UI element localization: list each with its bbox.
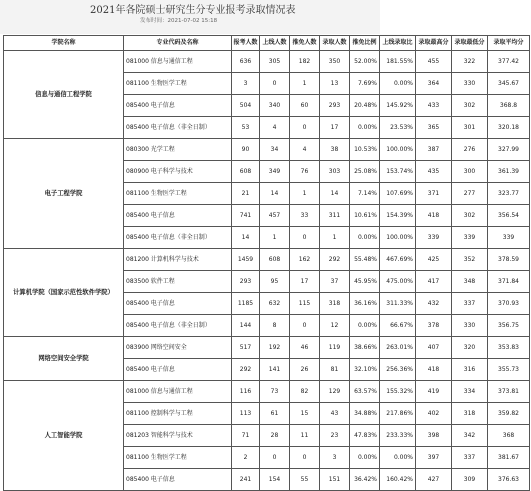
- admissions-table: [3, 35, 530, 491]
- min-score-cell: 302: [452, 95, 488, 117]
- applicants-cell: 293: [232, 271, 260, 293]
- title-bar: [0, 0, 380, 34]
- pass-admit-ratio-cell: 100.00%: [380, 139, 416, 161]
- major-cell: 085400 电子信息: [124, 359, 232, 381]
- major-cell: 081000 信息与通信工程: [124, 381, 232, 403]
- min-score-cell: 334: [452, 381, 488, 403]
- max-score-cell: 365: [416, 117, 452, 139]
- recommend-ratio-cell: 0.00%: [350, 227, 380, 249]
- applicants-cell: 90: [232, 139, 260, 161]
- admitted-cell: 129: [320, 381, 350, 403]
- avg-score-cell: 373.81: [488, 381, 530, 403]
- avg-score-cell: 345.67: [488, 73, 530, 95]
- min-score-cell: 352: [452, 249, 488, 271]
- avg-score-cell: 377.42: [488, 51, 530, 73]
- header-row: [4, 36, 530, 51]
- avg-score-cell: 376.63: [488, 469, 530, 491]
- min-score-cell: 348: [452, 271, 488, 293]
- recommended-cell: 26: [290, 359, 320, 381]
- school-name-cell: 电子工程学院: [4, 139, 124, 249]
- passed-cell: 154: [260, 469, 290, 491]
- min-score-cell: 277: [452, 183, 488, 205]
- applicants-cell: 14: [232, 227, 260, 249]
- pass-admit-ratio-cell: 107.69%: [380, 183, 416, 205]
- header-recommended: 推免人数: [290, 36, 320, 51]
- max-score-cell: 387: [416, 139, 452, 161]
- passed-cell: 305: [260, 51, 290, 73]
- major-cell: 085400 电子信息（非全日制）: [124, 227, 232, 249]
- major-cell: 081100 生物医学工程: [124, 73, 232, 95]
- min-score-cell: 302: [452, 205, 488, 227]
- admitted-cell: 292: [320, 249, 350, 271]
- applicants-cell: 116: [232, 381, 260, 403]
- recommend-ratio-cell: 63.57%: [350, 381, 380, 403]
- recommended-cell: 0: [290, 315, 320, 337]
- major-cell: 081000 信息与通信工程: [124, 51, 232, 73]
- recommended-cell: 0: [290, 227, 320, 249]
- admitted-cell: 318: [320, 293, 350, 315]
- recommend-ratio-cell: 7.69%: [350, 73, 380, 95]
- max-score-cell: 419: [416, 381, 452, 403]
- passed-cell: 141: [260, 359, 290, 381]
- recommended-cell: 115: [290, 293, 320, 315]
- admitted-cell: 81: [320, 359, 350, 381]
- max-score-cell: 417: [416, 271, 452, 293]
- passed-cell: 0: [260, 73, 290, 95]
- max-score-cell: 402: [416, 403, 452, 425]
- pass-admit-ratio-cell: 233.33%: [380, 425, 416, 447]
- major-cell: 081100 生物医学工程: [124, 447, 232, 469]
- admitted-cell: 37: [320, 271, 350, 293]
- max-score-cell: 418: [416, 359, 452, 381]
- major-cell: 085400 电子信息: [124, 205, 232, 227]
- recommend-ratio-cell: 38.66%: [350, 337, 380, 359]
- passed-cell: 0: [260, 447, 290, 469]
- recommended-cell: 33: [290, 205, 320, 227]
- max-score-cell: 418: [416, 205, 452, 227]
- min-score-cell: 330: [452, 73, 488, 95]
- max-score-cell: 364: [416, 73, 452, 95]
- max-score-cell: 339: [416, 227, 452, 249]
- recommended-cell: 162: [290, 249, 320, 271]
- page-title: 2021年各院硕士研究生分专业报考录取情况表: [90, 5, 296, 16]
- recommend-ratio-cell: 47.83%: [350, 425, 380, 447]
- header-avg-score: 录取平均分: [488, 36, 530, 51]
- recommended-cell: 76: [290, 161, 320, 183]
- major-cell: 085400 电子信息（非全日制）: [124, 315, 232, 337]
- max-score-cell: 407: [416, 337, 452, 359]
- table-row: [4, 51, 530, 73]
- recommend-ratio-cell: 55.48%: [350, 249, 380, 271]
- min-score-cell: 309: [452, 469, 488, 491]
- header-pass-admit-ratio: 上线录取比: [380, 36, 416, 51]
- pass-admit-ratio-cell: 153.74%: [380, 161, 416, 183]
- major-cell: 081203 智能科学与技术: [124, 425, 232, 447]
- max-score-cell: 455: [416, 51, 452, 73]
- school-name-cell: 信息与通信工程学院: [4, 51, 124, 139]
- applicants-cell: 3: [232, 73, 260, 95]
- min-score-cell: 276: [452, 139, 488, 161]
- max-score-cell: 425: [416, 249, 452, 271]
- pass-admit-ratio-cell: 311.33%: [380, 293, 416, 315]
- recommended-cell: 60: [290, 95, 320, 117]
- recommend-ratio-cell: 20.48%: [350, 95, 380, 117]
- recommend-ratio-cell: 0.00%: [350, 117, 380, 139]
- max-score-cell: 371: [416, 183, 452, 205]
- passed-cell: 457: [260, 205, 290, 227]
- pass-admit-ratio-cell: 256.36%: [380, 359, 416, 381]
- publish-time: 发布时间：2021-07-02 15:18: [140, 18, 218, 24]
- passed-cell: 8: [260, 315, 290, 337]
- admitted-cell: 303: [320, 161, 350, 183]
- max-score-cell: 433: [416, 95, 452, 117]
- recommended-cell: 1: [290, 183, 320, 205]
- recommended-cell: 1: [290, 73, 320, 95]
- applicants-cell: 741: [232, 205, 260, 227]
- applicants-cell: 1185: [232, 293, 260, 315]
- avg-score-cell: 323.77: [488, 183, 530, 205]
- pass-admit-ratio-cell: 0.00%: [380, 73, 416, 95]
- min-score-cell: 342: [452, 425, 488, 447]
- recommended-cell: 0: [290, 447, 320, 469]
- applicants-cell: 1459: [232, 249, 260, 271]
- pass-admit-ratio-cell: 100.00%: [380, 227, 416, 249]
- min-score-cell: 301: [452, 117, 488, 139]
- admitted-cell: 119: [320, 337, 350, 359]
- major-cell: 085400 电子信息: [124, 95, 232, 117]
- recommend-ratio-cell: 32.10%: [350, 359, 380, 381]
- table-row: [4, 249, 530, 271]
- passed-cell: 349: [260, 161, 290, 183]
- major-cell: 080300 光学工程: [124, 139, 232, 161]
- max-score-cell: 398: [416, 425, 452, 447]
- school-name-cell: 网络空间安全学院: [4, 337, 124, 381]
- recommend-ratio-cell: 25.08%: [350, 161, 380, 183]
- applicants-cell: 292: [232, 359, 260, 381]
- major-cell: 085400 电子信息: [124, 293, 232, 315]
- passed-cell: 73: [260, 381, 290, 403]
- max-score-cell: 435: [416, 161, 452, 183]
- avg-score-cell: 320.18: [488, 117, 530, 139]
- applicants-cell: 21: [232, 183, 260, 205]
- avg-score-cell: 370.93: [488, 293, 530, 315]
- min-score-cell: 322: [452, 51, 488, 73]
- applicants-cell: 71: [232, 425, 260, 447]
- school-name-cell: 计算机学院（国家示范性软件学院）: [4, 249, 124, 337]
- min-score-cell: 337: [452, 447, 488, 469]
- recommended-cell: 82: [290, 381, 320, 403]
- admitted-cell: 293: [320, 95, 350, 117]
- admitted-cell: 14: [320, 183, 350, 205]
- recommend-ratio-cell: 10.53%: [350, 139, 380, 161]
- pass-admit-ratio-cell: 263.01%: [380, 337, 416, 359]
- admitted-cell: 1: [320, 227, 350, 249]
- recommended-cell: 182: [290, 51, 320, 73]
- avg-score-cell: 353.83: [488, 337, 530, 359]
- applicants-cell: 144: [232, 315, 260, 337]
- passed-cell: 192: [260, 337, 290, 359]
- recommended-cell: 17: [290, 271, 320, 293]
- passed-cell: 340: [260, 95, 290, 117]
- applicants-cell: 2: [232, 447, 260, 469]
- min-score-cell: 316: [452, 359, 488, 381]
- admitted-cell: 38: [320, 139, 350, 161]
- admitted-cell: 23: [320, 425, 350, 447]
- header-passed: 上线人数: [260, 36, 290, 51]
- applicants-cell: 636: [232, 51, 260, 73]
- major-cell: 080900 电子科学与技术: [124, 161, 232, 183]
- school-name-cell: 人工智能学院: [4, 381, 124, 491]
- passed-cell: 28: [260, 425, 290, 447]
- admitted-cell: 3: [320, 447, 350, 469]
- min-score-cell: 339: [452, 227, 488, 249]
- pass-admit-ratio-cell: 23.53%: [380, 117, 416, 139]
- header-school: 学院名称: [4, 36, 124, 51]
- major-cell: 083500 软件工程: [124, 271, 232, 293]
- admitted-cell: 350: [320, 51, 350, 73]
- major-cell: 081100 控制科学与工程: [124, 403, 232, 425]
- applicants-cell: 608: [232, 161, 260, 183]
- table-row: [4, 381, 530, 403]
- avg-score-cell: 356.54: [488, 205, 530, 227]
- admitted-cell: 151: [320, 469, 350, 491]
- pass-admit-ratio-cell: 467.69%: [380, 249, 416, 271]
- header-recommend-ratio: 推免比例: [350, 36, 380, 51]
- recommend-ratio-cell: 36.42%: [350, 469, 380, 491]
- recommend-ratio-cell: 0.00%: [350, 447, 380, 469]
- major-cell: 081100 生物医学工程: [124, 183, 232, 205]
- avg-score-cell: 327.99: [488, 139, 530, 161]
- recommended-cell: 0: [290, 117, 320, 139]
- avg-score-cell: 378.59: [488, 249, 530, 271]
- table-body: [4, 51, 530, 491]
- recommend-ratio-cell: 36.16%: [350, 293, 380, 315]
- passed-cell: 4: [260, 117, 290, 139]
- recommended-cell: 55: [290, 469, 320, 491]
- passed-cell: 34: [260, 139, 290, 161]
- pass-admit-ratio-cell: 145.92%: [380, 95, 416, 117]
- passed-cell: 95: [260, 271, 290, 293]
- admitted-cell: 43: [320, 403, 350, 425]
- pass-admit-ratio-cell: 217.86%: [380, 403, 416, 425]
- passed-cell: 632: [260, 293, 290, 315]
- admitted-cell: 311: [320, 205, 350, 227]
- recommended-cell: 15: [290, 403, 320, 425]
- avg-score-cell: 356.75: [488, 315, 530, 337]
- pass-admit-ratio-cell: 66.67%: [380, 315, 416, 337]
- recommend-ratio-cell: 34.88%: [350, 403, 380, 425]
- header-admitted: 录取人数: [320, 36, 350, 51]
- min-score-cell: 320: [452, 337, 488, 359]
- admitted-cell: 13: [320, 73, 350, 95]
- min-score-cell: 318: [452, 403, 488, 425]
- avg-score-cell: 359.82: [488, 403, 530, 425]
- recommended-cell: 11: [290, 425, 320, 447]
- min-score-cell: 337: [452, 293, 488, 315]
- passed-cell: 1: [260, 227, 290, 249]
- avg-score-cell: 368.8: [488, 95, 530, 117]
- applicants-cell: 504: [232, 95, 260, 117]
- pass-admit-ratio-cell: 181.55%: [380, 51, 416, 73]
- header-applicants: 报考人数: [232, 36, 260, 51]
- max-score-cell: 397: [416, 447, 452, 469]
- recommend-ratio-cell: 10.61%: [350, 205, 380, 227]
- avg-score-cell: 361.39: [488, 161, 530, 183]
- applicants-cell: 517: [232, 337, 260, 359]
- header-max-score: 录取最高分: [416, 36, 452, 51]
- major-cell: 081200 计算机科学与技术: [124, 249, 232, 271]
- major-cell: 085400 电子信息（非全日制）: [124, 117, 232, 139]
- pass-admit-ratio-cell: 0.00%: [380, 447, 416, 469]
- pass-admit-ratio-cell: 160.42%: [380, 469, 416, 491]
- major-cell: 085400 电子信息: [124, 469, 232, 491]
- recommend-ratio-cell: 45.95%: [350, 271, 380, 293]
- avg-score-cell: 368: [488, 425, 530, 447]
- passed-cell: 14: [260, 183, 290, 205]
- recommend-ratio-cell: 52.00%: [350, 51, 380, 73]
- max-score-cell: 378: [416, 315, 452, 337]
- min-score-cell: 300: [452, 161, 488, 183]
- applicants-cell: 113: [232, 403, 260, 425]
- avg-score-cell: 339: [488, 227, 530, 249]
- avg-score-cell: 355.73: [488, 359, 530, 381]
- passed-cell: 608: [260, 249, 290, 271]
- max-score-cell: 427: [416, 469, 452, 491]
- pass-admit-ratio-cell: 154.39%: [380, 205, 416, 227]
- pass-admit-ratio-cell: 155.32%: [380, 381, 416, 403]
- header-major: 专业代码及名称: [124, 36, 232, 51]
- max-score-cell: 432: [416, 293, 452, 315]
- recommend-ratio-cell: 0.00%: [350, 315, 380, 337]
- passed-cell: 61: [260, 403, 290, 425]
- admitted-cell: 12: [320, 315, 350, 337]
- header-min-score: 录取最低分: [452, 36, 488, 51]
- recommended-cell: 4: [290, 139, 320, 161]
- applicants-cell: 241: [232, 469, 260, 491]
- recommended-cell: 46: [290, 337, 320, 359]
- table-row: [4, 337, 530, 359]
- recommend-ratio-cell: 7.14%: [350, 183, 380, 205]
- min-score-cell: 330: [452, 315, 488, 337]
- admitted-cell: 17: [320, 117, 350, 139]
- table-row: [4, 139, 530, 161]
- pass-admit-ratio-cell: 475.00%: [380, 271, 416, 293]
- avg-score-cell: 381.67: [488, 447, 530, 469]
- avg-score-cell: 371.84: [488, 271, 530, 293]
- applicants-cell: 53: [232, 117, 260, 139]
- major-cell: 083900 网络空间安全: [124, 337, 232, 359]
